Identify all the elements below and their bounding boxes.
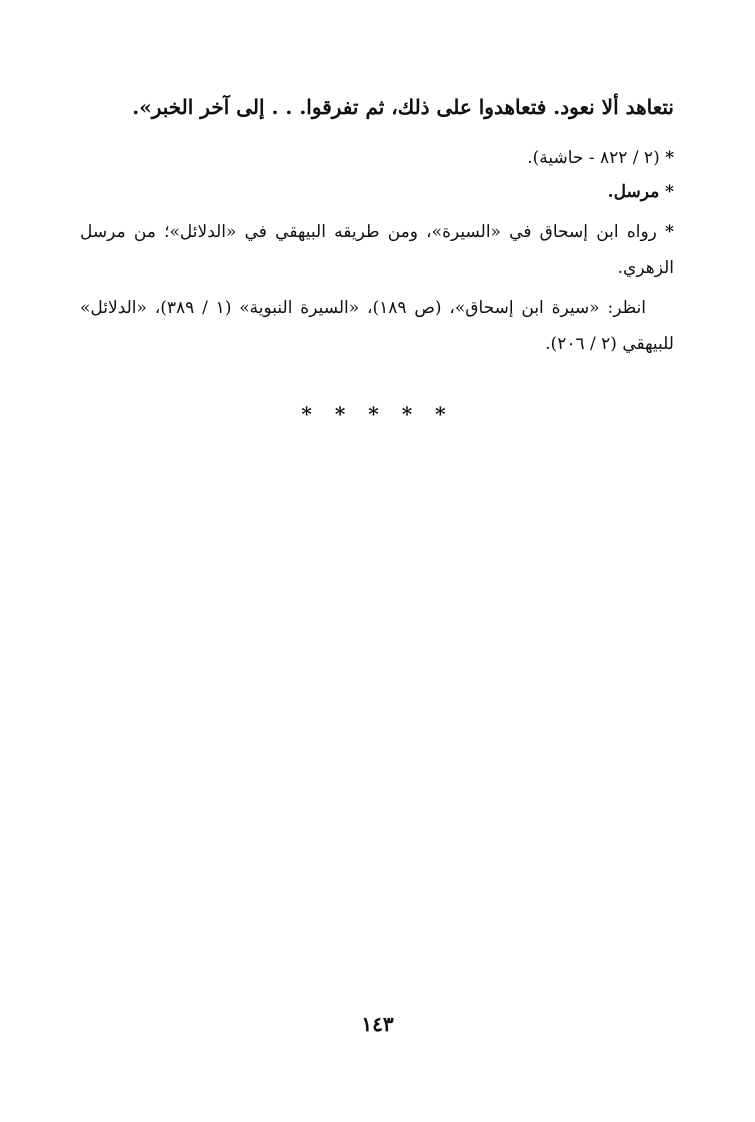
section-separator: * * * * * (301, 402, 454, 426)
bullet-star: * (665, 182, 674, 202)
citation-item (80, 142, 674, 174)
source-text: رواه ابن إسحاق في «السيرة»، ومن طريقه البيهقي في «الدلائل»؛ من مرسل الزهري. (80, 222, 674, 278)
source-item (80, 214, 674, 286)
bullet-star: * (665, 148, 674, 168)
continuation-text: نتعاهد ألا نعود. فتعاهدوا على ذلك، ثم تفرقوا. . . إلى آخر الخبر». (132, 95, 674, 119)
grading-text: مرسل. (607, 182, 660, 202)
reference-paragraph (80, 290, 674, 362)
citation-text: (٢ / ٨٢٢ - حاشية). (527, 148, 660, 168)
reference-text: انظر: «سيرة ابن إسحاق»، (ص ١٨٩)، «السيرة النبوية» (١ / ٣٨٩)، «الدلائل» للبيهقي (٢ / ٢٠٦). (80, 298, 674, 354)
grading-item (80, 176, 674, 208)
page-number: ١٤٣ (361, 1012, 394, 1036)
bullet-star: * (665, 222, 674, 242)
continuation-line (80, 90, 674, 124)
